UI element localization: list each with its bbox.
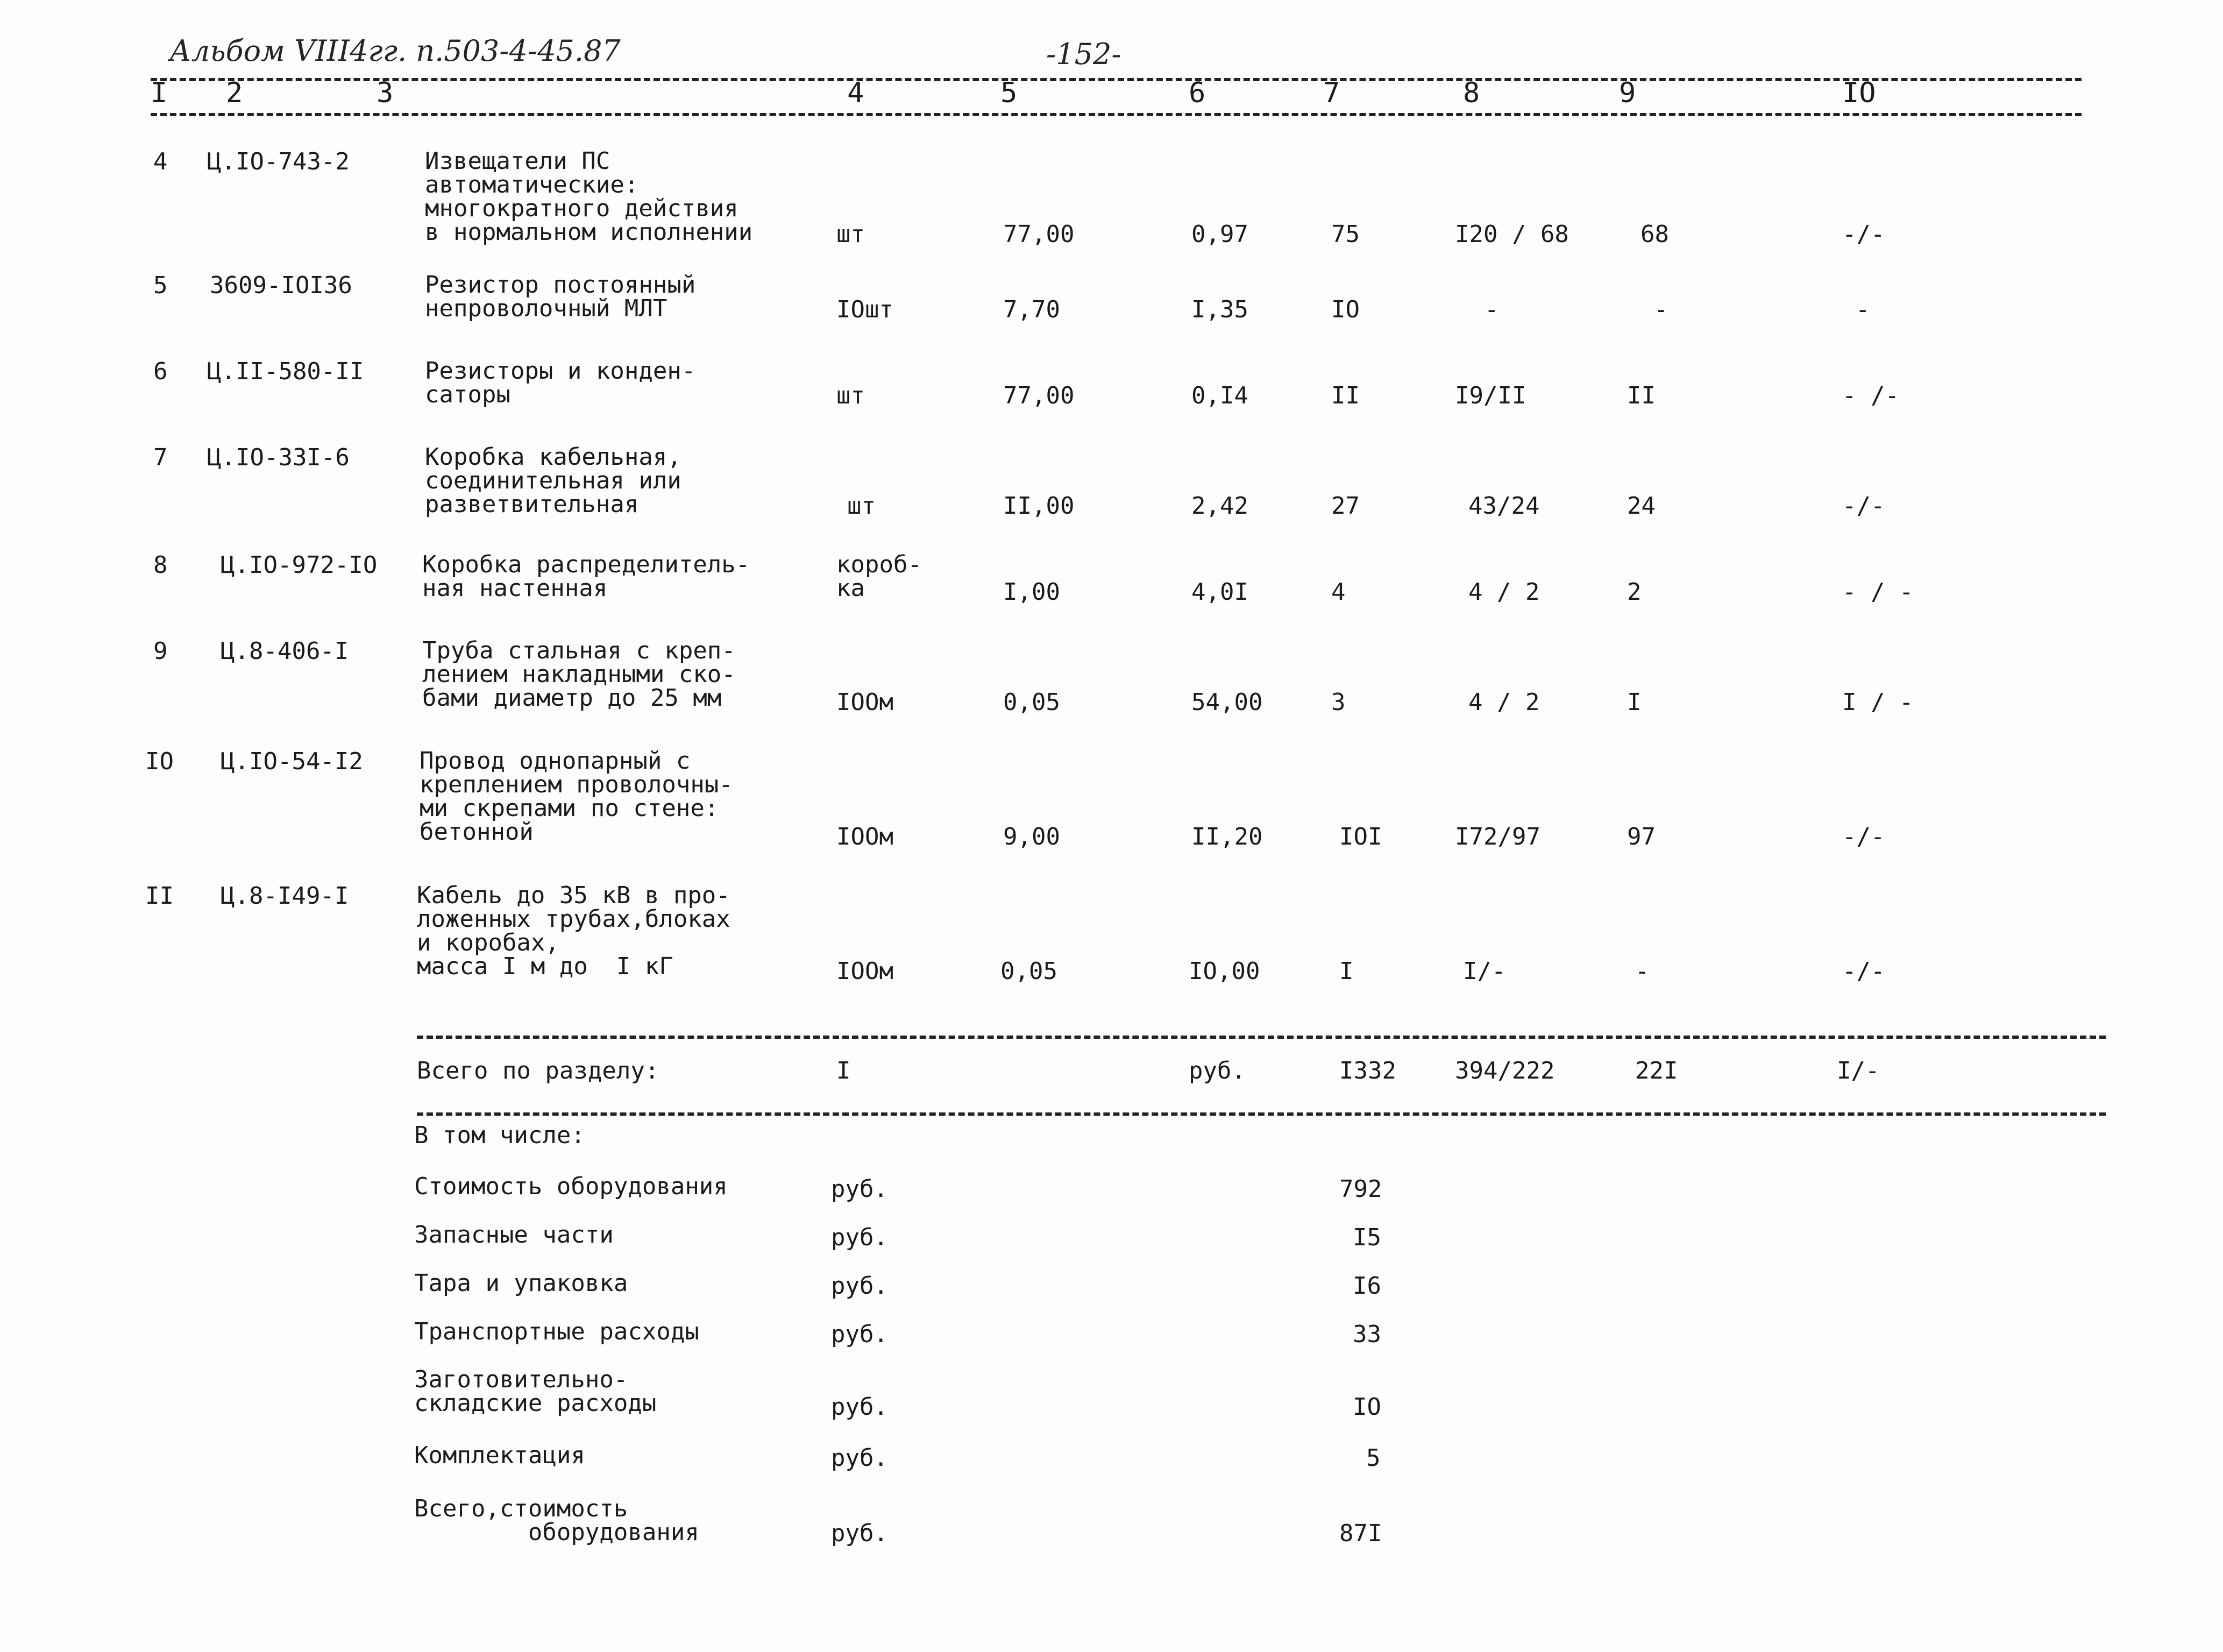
row-code: Ц.IO-743-2 bbox=[207, 148, 350, 175]
row-code: 3609-IOI36 bbox=[210, 272, 352, 299]
total-col9: 22I bbox=[1635, 1057, 1678, 1084]
row-name: Труба стальная с креп- лением накладными ско- бами диаметр до 25 мм bbox=[422, 637, 736, 712]
row-col5: 0,05 bbox=[1003, 689, 1060, 716]
row-col8: - bbox=[1485, 296, 1499, 323]
row-col5: 77,00 bbox=[1003, 382, 1075, 409]
breakdown-value: I5 bbox=[1353, 1224, 1381, 1251]
total-rule-top bbox=[417, 1036, 2106, 1039]
row-name: Резисторы и конден- саторы bbox=[425, 357, 696, 408]
breakdown-value: IO bbox=[1353, 1393, 1381, 1421]
breakdown-label: Тара и упаковка bbox=[414, 1270, 628, 1297]
breakdown-value: I6 bbox=[1353, 1272, 1381, 1300]
total-col6: руб. bbox=[1189, 1057, 1246, 1084]
column-number-3: 3 bbox=[377, 77, 394, 109]
row-col10: - / - bbox=[1842, 578, 1914, 606]
total-col8: 394/222 bbox=[1455, 1057, 1555, 1084]
row-col8: I20 / 68 bbox=[1455, 221, 1569, 248]
row-col5: 7,70 bbox=[1003, 296, 1060, 323]
column-number-5: 5 bbox=[1000, 77, 1018, 109]
row-col6: 0,97 bbox=[1191, 221, 1248, 248]
row-col10: I / - bbox=[1842, 689, 1914, 716]
row-col5: 9,00 bbox=[1003, 823, 1060, 850]
breakdown-unit: руб. bbox=[831, 1520, 888, 1547]
column-number-8: 8 bbox=[1463, 77, 1480, 109]
breakdown-unit: руб. bbox=[831, 1272, 888, 1300]
row-unit: IOOм bbox=[836, 823, 893, 850]
header-rule-top bbox=[151, 78, 2082, 81]
row-unit: шт bbox=[836, 221, 865, 248]
breakdown-value: 792 bbox=[1339, 1175, 1382, 1203]
row-col6: 54,00 bbox=[1191, 689, 1263, 716]
row-col6: I,35 bbox=[1191, 296, 1248, 323]
row-code: Ц.8-406-I bbox=[221, 637, 349, 665]
row-col9: 24 bbox=[1627, 492, 1656, 520]
column-number-10: IO bbox=[1842, 77, 1876, 109]
row-col7: 3 bbox=[1331, 689, 1346, 716]
row-col10: -/- bbox=[1842, 823, 1885, 850]
row-name: Провод однопарный с креплением проволочны- ми скрепами по стене: бетонной bbox=[420, 747, 733, 846]
breakdown-unit: руб. bbox=[831, 1444, 888, 1472]
row-col7: I bbox=[1339, 958, 1354, 985]
row-col8: I9/II bbox=[1455, 382, 1526, 409]
row-unit: IOOм bbox=[836, 958, 893, 985]
column-number-1: I bbox=[151, 77, 168, 109]
row-col6: 4,0I bbox=[1191, 578, 1248, 606]
total-col4: I bbox=[836, 1057, 851, 1084]
column-number-9: 9 bbox=[1619, 77, 1636, 109]
breakdown-unit: руб. bbox=[831, 1224, 888, 1251]
row-col10: - /- bbox=[1842, 382, 1899, 409]
column-number-6: 6 bbox=[1189, 77, 1206, 109]
row-unit: шт bbox=[847, 492, 876, 520]
including-label: В том числе: bbox=[414, 1122, 585, 1149]
row-col9: 68 bbox=[1640, 221, 1669, 248]
breakdown-label: Запасные части bbox=[414, 1221, 614, 1249]
row-col7: 27 bbox=[1331, 492, 1360, 520]
total-col10: I/- bbox=[1837, 1057, 1880, 1084]
row-col9: - bbox=[1654, 296, 1668, 323]
row-name: Кабель до 35 кВ в про- ложенных трубах,блоках и коробах, масса I м до I кГ bbox=[417, 882, 730, 980]
row-code: Ц.IO-54-I2 bbox=[221, 748, 363, 775]
row-col5: I,00 bbox=[1003, 578, 1060, 606]
row-number: 5 bbox=[153, 272, 168, 299]
row-col8: 4 / 2 bbox=[1468, 578, 1540, 606]
row-col6: II,20 bbox=[1191, 823, 1263, 850]
row-unit: шт bbox=[836, 382, 865, 409]
row-number: 6 bbox=[153, 358, 168, 385]
row-col7: 4 bbox=[1331, 578, 1346, 606]
row-col6: 0,I4 bbox=[1191, 382, 1248, 409]
row-col5: 0,05 bbox=[1000, 958, 1057, 985]
row-number: IO bbox=[145, 748, 174, 775]
row-col10: -/- bbox=[1842, 221, 1885, 248]
row-col7: IOI bbox=[1339, 823, 1382, 850]
row-col9: II bbox=[1627, 382, 1656, 409]
total-col7: I332 bbox=[1339, 1057, 1396, 1084]
row-col9: 2 bbox=[1627, 578, 1642, 606]
row-unit: IOшт bbox=[836, 296, 893, 323]
row-col8: I72/97 bbox=[1455, 823, 1540, 850]
breakdown-label: Заготовительно- складские расходы bbox=[414, 1366, 657, 1417]
row-col8: 43/24 bbox=[1468, 492, 1540, 520]
breakdown-unit: руб. bbox=[831, 1321, 888, 1348]
row-code: Ц.IO-33I-6 bbox=[207, 444, 350, 471]
row-col10: -/- bbox=[1842, 492, 1885, 520]
row-number: II bbox=[145, 882, 174, 910]
row-unit: короб- ка bbox=[836, 551, 922, 602]
row-code: Ц.IO-972-IO bbox=[221, 551, 378, 579]
column-number-4: 4 bbox=[847, 77, 864, 109]
row-name: Коробка распределитель- ная настенная bbox=[422, 551, 750, 602]
column-number-7: 7 bbox=[1323, 77, 1340, 109]
total-label: Всего по разделу: bbox=[417, 1057, 659, 1084]
breakdown-value: 87I bbox=[1339, 1520, 1382, 1547]
row-number: 4 bbox=[153, 148, 168, 175]
breakdown-label: Всего,стоимость оборудования bbox=[414, 1495, 699, 1546]
row-col8: 4 / 2 bbox=[1468, 689, 1540, 716]
row-col9: 97 bbox=[1627, 823, 1656, 850]
row-col9: I bbox=[1627, 689, 1642, 716]
breakdown-unit: руб. bbox=[831, 1175, 888, 1203]
row-col8: I/- bbox=[1463, 958, 1506, 985]
row-col10: - bbox=[1856, 296, 1870, 323]
header-rule-bottom bbox=[151, 113, 2082, 116]
row-name: Извещатели ПС автоматические: многократного действия в нормальном исполнении bbox=[425, 147, 753, 246]
breakdown-value: 5 bbox=[1366, 1444, 1381, 1472]
row-col6: IO,00 bbox=[1189, 958, 1260, 985]
column-number-2: 2 bbox=[226, 77, 243, 109]
page-number: -152- bbox=[1046, 37, 1121, 71]
row-name: Резистор постоянный непроволочный МЛТ bbox=[425, 271, 696, 322]
row-name: Коробка кабельная, соединительная или разветвительная bbox=[425, 443, 681, 518]
row-unit: IOOм bbox=[836, 689, 893, 716]
breakdown-label: Транспортные расходы bbox=[414, 1318, 699, 1345]
row-col5: II,00 bbox=[1003, 492, 1075, 520]
row-col5: 77,00 bbox=[1003, 221, 1075, 248]
album-annotation: Альбом VIII4гг. п.503-4-45.87 bbox=[169, 34, 621, 68]
row-col7: II bbox=[1331, 382, 1360, 409]
row-number: 9 bbox=[153, 637, 168, 665]
row-col9: - bbox=[1635, 958, 1650, 985]
row-number: 8 bbox=[153, 551, 168, 579]
row-code: Ц.II-580-II bbox=[207, 358, 364, 385]
breakdown-value: 33 bbox=[1353, 1321, 1381, 1348]
row-col10: -/- bbox=[1842, 958, 1885, 985]
row-col7: IO bbox=[1331, 296, 1360, 323]
row-col7: 75 bbox=[1331, 221, 1360, 248]
breakdown-unit: руб. bbox=[831, 1393, 888, 1421]
total-rule-bottom bbox=[417, 1112, 2106, 1116]
breakdown-label: Стоимость оборудования bbox=[414, 1173, 728, 1200]
breakdown-label: Комплектация bbox=[414, 1442, 585, 1469]
row-number: 7 bbox=[153, 444, 168, 471]
row-code: Ц.8-I49-I bbox=[221, 882, 349, 910]
row-col6: 2,42 bbox=[1191, 492, 1248, 520]
